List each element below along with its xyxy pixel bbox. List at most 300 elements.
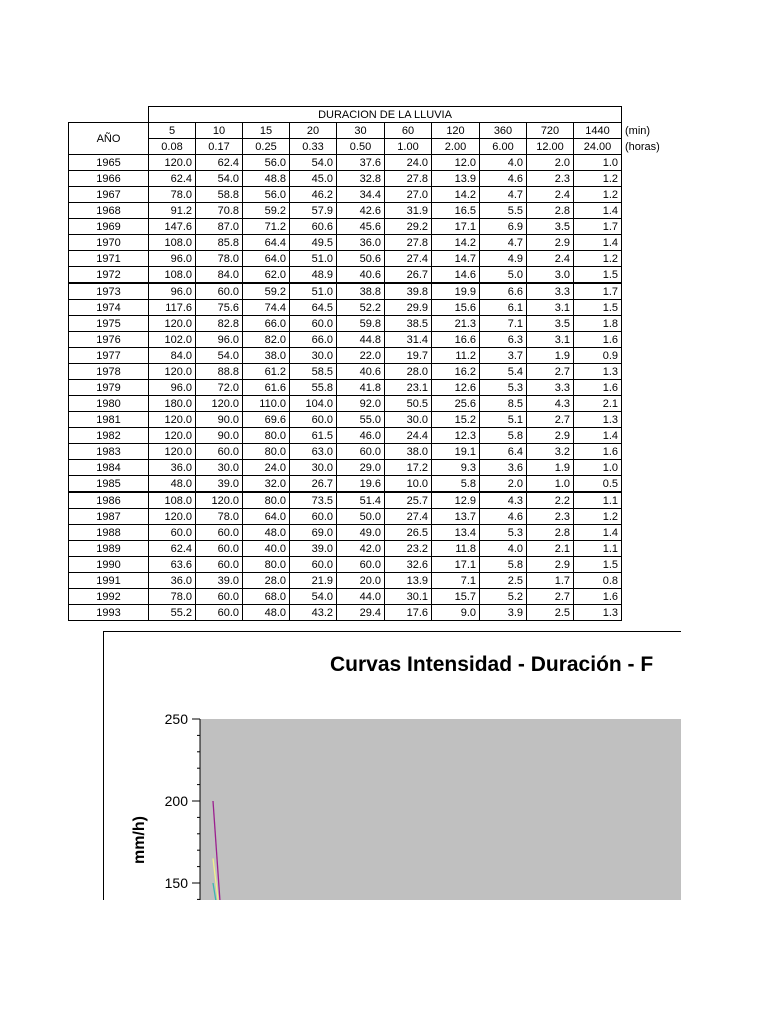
intensity-cell: 78.0 — [149, 589, 196, 605]
intensity-cell: 85.8 — [196, 235, 243, 251]
intensity-cell: 74.4 — [243, 300, 290, 316]
table-row — [69, 573, 679, 589]
intensity-cell: 1.2 — [574, 509, 622, 525]
intensity-cell: 17.2 — [385, 460, 432, 476]
intensity-cell: 48.8 — [243, 171, 290, 187]
intensity-cell: 25.7 — [385, 492, 432, 509]
intensity-cell: 15.7 — [432, 589, 480, 605]
intensity-cell: 147.6 — [149, 219, 196, 235]
intensity-cell: 120.0 — [149, 509, 196, 525]
intensity-cell: 62.0 — [243, 267, 290, 284]
intensity-cell: 46.0 — [337, 428, 385, 444]
intensity-cell: 60.0 — [196, 283, 243, 300]
intensity-cell: 60.6 — [290, 219, 337, 235]
duration-hours-header: 0.08 — [149, 139, 196, 155]
duration-hours-header: 0.50 — [337, 139, 385, 155]
duration-minutes-header: 30 — [337, 123, 385, 139]
intensity-cell: 51.0 — [290, 251, 337, 267]
intensity-cell: 49.0 — [337, 525, 385, 541]
intensity-cell: 84.0 — [149, 348, 196, 364]
year-cell: 1991 — [69, 573, 149, 589]
intensity-cell: 88.8 — [196, 364, 243, 380]
table-row — [69, 348, 679, 364]
intensity-cell: 38.5 — [385, 316, 432, 332]
intensity-cell: 78.0 — [196, 509, 243, 525]
intensity-cell: 3.7 — [480, 348, 527, 364]
intensity-cell: 2.5 — [480, 573, 527, 589]
intensity-cell: 61.5 — [290, 428, 337, 444]
duration-group-header: DURACION DE LA LLUVIA — [149, 107, 622, 123]
intensity-cell: 26.7 — [290, 476, 337, 493]
intensity-cell: 4.0 — [480, 541, 527, 557]
intensity-cell: 63.6 — [149, 557, 196, 573]
intensity-cell: 5.8 — [480, 557, 527, 573]
intensity-cell: 5.5 — [480, 203, 527, 219]
intensity-cell: 1.2 — [574, 251, 622, 267]
intensity-cell: 1.6 — [574, 332, 622, 348]
intensity-cell: 52.2 — [337, 300, 385, 316]
intensity-cell: 1.7 — [527, 573, 574, 589]
intensity-cell: 2.0 — [480, 476, 527, 493]
rainfall-table — [68, 106, 679, 621]
intensity-cell: 72.0 — [196, 380, 243, 396]
intensity-cell: 16.5 — [432, 203, 480, 219]
intensity-cell: 26.7 — [385, 267, 432, 284]
intensity-cell: 21.3 — [432, 316, 480, 332]
intensity-cell: 2.1 — [574, 396, 622, 412]
intensity-cell: 51.4 — [337, 492, 385, 509]
intensity-cell: 60.0 — [290, 557, 337, 573]
intensity-cell: 29.0 — [337, 460, 385, 476]
intensity-cell: 102.0 — [149, 332, 196, 348]
intensity-cell: 44.0 — [337, 589, 385, 605]
intensity-cell: 2.5 — [527, 605, 574, 621]
year-cell: 1985 — [69, 476, 149, 493]
intensity-cell: 40.6 — [337, 267, 385, 284]
intensity-cell: 59.8 — [337, 316, 385, 332]
intensity-cell: 29.4 — [337, 605, 385, 621]
intensity-cell: 1.0 — [574, 460, 622, 476]
intensity-cell: 6.6 — [480, 283, 527, 300]
table-row — [69, 589, 679, 605]
intensity-cell: 1.5 — [574, 557, 622, 573]
intensity-cell: 64.0 — [243, 509, 290, 525]
intensity-cell: 40.0 — [243, 541, 290, 557]
intensity-cell: 1.1 — [574, 541, 622, 557]
duration-minutes-header: 15 — [243, 123, 290, 139]
intensity-cell: 58.8 — [196, 187, 243, 203]
intensity-cell: 5.4 — [480, 364, 527, 380]
intensity-cell: 12.3 — [432, 428, 480, 444]
intensity-cell: 64.4 — [243, 235, 290, 251]
intensity-cell: 80.0 — [243, 492, 290, 509]
intensity-cell: 16.6 — [432, 332, 480, 348]
intensity-cell: 75.6 — [196, 300, 243, 316]
intensity-cell: 15.6 — [432, 300, 480, 316]
intensity-cell: 80.0 — [243, 428, 290, 444]
intensity-cell: 6.3 — [480, 332, 527, 348]
intensity-cell: 60.0 — [337, 444, 385, 460]
intensity-cell: 2.9 — [527, 235, 574, 251]
intensity-cell: 54.0 — [290, 155, 337, 171]
intensity-cell: 84.0 — [196, 267, 243, 284]
intensity-cell: 40.6 — [337, 364, 385, 380]
intensity-cell: 1.5 — [574, 267, 622, 284]
intensity-cell: 30.1 — [385, 589, 432, 605]
intensity-cell: 1.2 — [574, 171, 622, 187]
intensity-cell: 4.9 — [480, 251, 527, 267]
intensity-cell: 1.4 — [574, 235, 622, 251]
intensity-cell: 54.0 — [196, 171, 243, 187]
chart-title: Curvas Intensidad - Duración - F — [330, 653, 654, 676]
intensity-cell: 2.2 — [527, 492, 574, 509]
intensity-cell: 70.8 — [196, 203, 243, 219]
intensity-cell: 24.0 — [243, 460, 290, 476]
intensity-cell: 11.2 — [432, 348, 480, 364]
y-tick-label: 200 — [164, 793, 188, 809]
duration-hours-header: 2.00 — [432, 139, 480, 155]
table-row — [69, 460, 679, 476]
intensity-cell: 3.9 — [480, 605, 527, 621]
intensity-cell: 1.4 — [574, 525, 622, 541]
intensity-cell: 31.4 — [385, 332, 432, 348]
intensity-cell: 60.0 — [196, 557, 243, 573]
year-cell: 1993 — [69, 605, 149, 621]
intensity-cell: 50.0 — [337, 509, 385, 525]
intensity-cell: 19.7 — [385, 348, 432, 364]
table-row — [69, 203, 679, 219]
duration-hours-header: 0.33 — [290, 139, 337, 155]
year-cell: 1967 — [69, 187, 149, 203]
intensity-cell: 2.8 — [527, 525, 574, 541]
intensity-cell: 38.0 — [385, 444, 432, 460]
year-cell: 1969 — [69, 219, 149, 235]
table-row — [69, 171, 679, 187]
intensity-cell: 3.0 — [527, 267, 574, 284]
intensity-cell: 1.7 — [574, 283, 622, 300]
year-cell: 1971 — [69, 251, 149, 267]
duration-hours-header: 0.17 — [196, 139, 243, 155]
intensity-cell: 66.0 — [290, 332, 337, 348]
intensity-cell: 80.0 — [243, 444, 290, 460]
intensity-cell: 17.1 — [432, 219, 480, 235]
intensity-cell: 1.7 — [574, 219, 622, 235]
intensity-cell: 19.1 — [432, 444, 480, 460]
intensity-cell: 1.3 — [574, 412, 622, 428]
intensity-cell: 61.6 — [243, 380, 290, 396]
intensity-cell: 60.0 — [196, 605, 243, 621]
intensity-cell: 4.3 — [527, 396, 574, 412]
year-cell: 1970 — [69, 235, 149, 251]
intensity-cell: 38.0 — [243, 348, 290, 364]
table-row — [69, 412, 679, 428]
intensity-cell: 23.1 — [385, 380, 432, 396]
table-row — [69, 557, 679, 573]
intensity-cell: 32.0 — [243, 476, 290, 493]
intensity-cell: 32.8 — [337, 171, 385, 187]
intensity-cell: 39.0 — [290, 541, 337, 557]
intensity-cell: 13.9 — [432, 171, 480, 187]
year-cell: 1987 — [69, 509, 149, 525]
intensity-cell: 2.1 — [527, 541, 574, 557]
duration-minutes-header: 60 — [385, 123, 432, 139]
duration-hours-header: 1.00 — [385, 139, 432, 155]
intensity-cell: 60.0 — [290, 412, 337, 428]
intensity-cell: 82.0 — [243, 332, 290, 348]
duration-minutes-header: 20 — [290, 123, 337, 139]
table-row — [69, 428, 679, 444]
intensity-cell: 37.6 — [337, 155, 385, 171]
intensity-cell: 120.0 — [196, 396, 243, 412]
intensity-cell: 2.7 — [527, 412, 574, 428]
intensity-cell: 1.3 — [574, 605, 622, 621]
intensity-cell: 27.4 — [385, 251, 432, 267]
intensity-cell: 63.0 — [290, 444, 337, 460]
intensity-cell: 4.6 — [480, 171, 527, 187]
year-cell: 1982 — [69, 428, 149, 444]
year-cell: 1966 — [69, 171, 149, 187]
intensity-cell: 82.8 — [196, 316, 243, 332]
intensity-cell: 1.0 — [527, 476, 574, 493]
intensity-cell: 5.8 — [480, 428, 527, 444]
intensity-cell: 120.0 — [149, 428, 196, 444]
table-row — [69, 605, 679, 621]
intensity-cell: 110.0 — [243, 396, 290, 412]
intensity-cell: 1.8 — [574, 316, 622, 332]
intensity-cell: 78.0 — [196, 251, 243, 267]
intensity-cell: 43.2 — [290, 605, 337, 621]
y-tick-label: 150 — [164, 875, 188, 891]
year-cell: 1975 — [69, 316, 149, 332]
intensity-cell: 10.0 — [385, 476, 432, 493]
minutes-unit-label: (min) — [622, 123, 679, 139]
intensity-cell: 3.5 — [527, 219, 574, 235]
intensity-cell: 3.2 — [527, 444, 574, 460]
intensity-cell: 2.9 — [527, 428, 574, 444]
intensity-cell: 2.3 — [527, 171, 574, 187]
intensity-cell: 13.9 — [385, 573, 432, 589]
intensity-cell: 120.0 — [149, 444, 196, 460]
intensity-cell: 92.0 — [337, 396, 385, 412]
intensity-cell: 96.0 — [149, 380, 196, 396]
intensity-cell: 4.0 — [480, 155, 527, 171]
intensity-cell: 36.0 — [149, 460, 196, 476]
year-cell: 1992 — [69, 589, 149, 605]
intensity-cell: 117.6 — [149, 300, 196, 316]
intensity-cell: 48.9 — [290, 267, 337, 284]
intensity-cell: 4.3 — [480, 492, 527, 509]
intensity-cell: 29.2 — [385, 219, 432, 235]
intensity-cell: 60.0 — [290, 316, 337, 332]
intensity-cell: 9.0 — [432, 605, 480, 621]
intensity-cell: 45.0 — [290, 171, 337, 187]
intensity-cell: 19.9 — [432, 283, 480, 300]
year-cell: 1980 — [69, 396, 149, 412]
intensity-cell: 2.9 — [527, 557, 574, 573]
table-row — [69, 219, 679, 235]
intensity-cell: 30.0 — [290, 460, 337, 476]
intensity-cell: 59.2 — [243, 283, 290, 300]
intensity-cell: 27.0 — [385, 187, 432, 203]
intensity-cell: 60.0 — [196, 444, 243, 460]
intensity-cell: 55.0 — [337, 412, 385, 428]
intensity-cell: 9.3 — [432, 460, 480, 476]
intensity-cell: 3.3 — [527, 380, 574, 396]
year-cell: 1965 — [69, 155, 149, 171]
intensity-cell: 11.8 — [432, 541, 480, 557]
intensity-cell: 4.7 — [480, 235, 527, 251]
intensity-cell: 7.1 — [480, 316, 527, 332]
intensity-cell: 60.0 — [337, 557, 385, 573]
intensity-cell: 90.0 — [196, 428, 243, 444]
intensity-cell: 4.7 — [480, 187, 527, 203]
intensity-cell: 7.1 — [432, 573, 480, 589]
intensity-cell: 38.8 — [337, 283, 385, 300]
year-cell: 1983 — [69, 444, 149, 460]
intensity-cell: 180.0 — [149, 396, 196, 412]
intensity-cell: 50.6 — [337, 251, 385, 267]
table-row — [69, 283, 679, 300]
duration-minutes-header: 5 — [149, 123, 196, 139]
intensity-cell: 34.4 — [337, 187, 385, 203]
duration-minutes-header: 720 — [527, 123, 574, 139]
intensity-cell: 2.3 — [527, 509, 574, 525]
duration-minutes-header: 360 — [480, 123, 527, 139]
intensity-cell: 12.9 — [432, 492, 480, 509]
duration-hours-header: 6.00 — [480, 139, 527, 155]
intensity-cell: 96.0 — [149, 251, 196, 267]
intensity-cell: 1.3 — [574, 364, 622, 380]
intensity-cell: 51.0 — [290, 283, 337, 300]
intensity-cell: 108.0 — [149, 235, 196, 251]
intensity-cell: 6.1 — [480, 300, 527, 316]
intensity-cell: 60.0 — [196, 525, 243, 541]
intensity-cell: 96.0 — [149, 283, 196, 300]
intensity-cell: 90.0 — [196, 412, 243, 428]
intensity-cell: 39.0 — [196, 476, 243, 493]
intensity-cell: 27.8 — [385, 235, 432, 251]
duration-hours-header: 24.00 — [574, 139, 622, 155]
intensity-cell: 39.0 — [196, 573, 243, 589]
intensity-cell: 3.1 — [527, 332, 574, 348]
intensity-cell: 3.3 — [527, 283, 574, 300]
intensity-cell: 0.8 — [574, 573, 622, 589]
year-cell: 1981 — [69, 412, 149, 428]
year-cell: 1974 — [69, 300, 149, 316]
table-row — [69, 332, 679, 348]
table-row — [69, 187, 679, 203]
intensity-cell: 0.9 — [574, 348, 622, 364]
intensity-cell: 27.8 — [385, 171, 432, 187]
intensity-cell: 13.4 — [432, 525, 480, 541]
intensity-cell: 6.4 — [480, 444, 527, 460]
intensity-cell: 1.6 — [574, 380, 622, 396]
intensity-cell: 78.0 — [149, 187, 196, 203]
intensity-cell: 5.0 — [480, 267, 527, 284]
intensity-cell: 16.2 — [432, 364, 480, 380]
intensity-cell: 22.0 — [337, 348, 385, 364]
year-cell: 1968 — [69, 203, 149, 219]
table-row — [69, 380, 679, 396]
intensity-cell: 23.2 — [385, 541, 432, 557]
year-cell: 1984 — [69, 460, 149, 476]
intensity-cell: 1.0 — [574, 155, 622, 171]
year-cell: 1978 — [69, 364, 149, 380]
table-row — [69, 525, 679, 541]
year-cell: 1989 — [69, 541, 149, 557]
intensity-cell: 49.5 — [290, 235, 337, 251]
intensity-cell: 24.0 — [385, 155, 432, 171]
table-row — [69, 364, 679, 380]
intensity-cell: 96.0 — [196, 332, 243, 348]
intensity-cell: 5.3 — [480, 525, 527, 541]
intensity-cell: 60.0 — [149, 525, 196, 541]
intensity-cell: 1.6 — [574, 589, 622, 605]
table-row — [69, 300, 679, 316]
intensity-cell: 91.2 — [149, 203, 196, 219]
intensity-cell: 1.1 — [574, 492, 622, 509]
intensity-cell: 62.4 — [149, 171, 196, 187]
intensity-cell: 55.2 — [149, 605, 196, 621]
intensity-cell: 5.3 — [480, 380, 527, 396]
intensity-cell: 120.0 — [149, 412, 196, 428]
intensity-cell: 21.9 — [290, 573, 337, 589]
intensity-cell: 12.0 — [432, 155, 480, 171]
table-row — [69, 267, 679, 284]
intensity-cell: 5.2 — [480, 589, 527, 605]
intensity-cell: 60.0 — [290, 509, 337, 525]
intensity-cell: 64.0 — [243, 251, 290, 267]
intensity-cell: 29.9 — [385, 300, 432, 316]
duration-minutes-header: 10 — [196, 123, 243, 139]
intensity-cell: 0.5 — [574, 476, 622, 493]
intensity-cell: 30.0 — [290, 348, 337, 364]
intensity-cell: 14.2 — [432, 187, 480, 203]
intensity-cell: 2.7 — [527, 589, 574, 605]
intensity-cell: 104.0 — [290, 396, 337, 412]
intensity-cell: 42.0 — [337, 541, 385, 557]
y-tick-label: 250 — [164, 711, 188, 727]
intensity-cell: 2.8 — [527, 203, 574, 219]
idf-chart — [103, 631, 681, 900]
intensity-cell: 24.4 — [385, 428, 432, 444]
intensity-cell: 41.8 — [337, 380, 385, 396]
intensity-cell: 19.6 — [337, 476, 385, 493]
intensity-cell: 45.6 — [337, 219, 385, 235]
intensity-cell: 1.4 — [574, 428, 622, 444]
intensity-cell: 1.6 — [574, 444, 622, 460]
intensity-cell: 56.0 — [243, 155, 290, 171]
intensity-cell: 60.0 — [196, 589, 243, 605]
year-header: AÑO — [69, 123, 149, 155]
intensity-cell: 1.5 — [574, 300, 622, 316]
table-row — [69, 396, 679, 412]
intensity-cell: 12.6 — [432, 380, 480, 396]
intensity-cell: 28.0 — [243, 573, 290, 589]
intensity-cell: 14.2 — [432, 235, 480, 251]
year-cell: 1973 — [69, 283, 149, 300]
intensity-cell: 66.0 — [243, 316, 290, 332]
intensity-cell: 8.5 — [480, 396, 527, 412]
intensity-cell: 48.0 — [243, 525, 290, 541]
year-cell: 1979 — [69, 380, 149, 396]
intensity-cell: 28.0 — [385, 364, 432, 380]
intensity-cell: 25.6 — [432, 396, 480, 412]
intensity-cell: 42.6 — [337, 203, 385, 219]
intensity-cell: 32.6 — [385, 557, 432, 573]
intensity-cell: 62.4 — [149, 541, 196, 557]
hours-unit-label: (horas) — [622, 139, 679, 155]
